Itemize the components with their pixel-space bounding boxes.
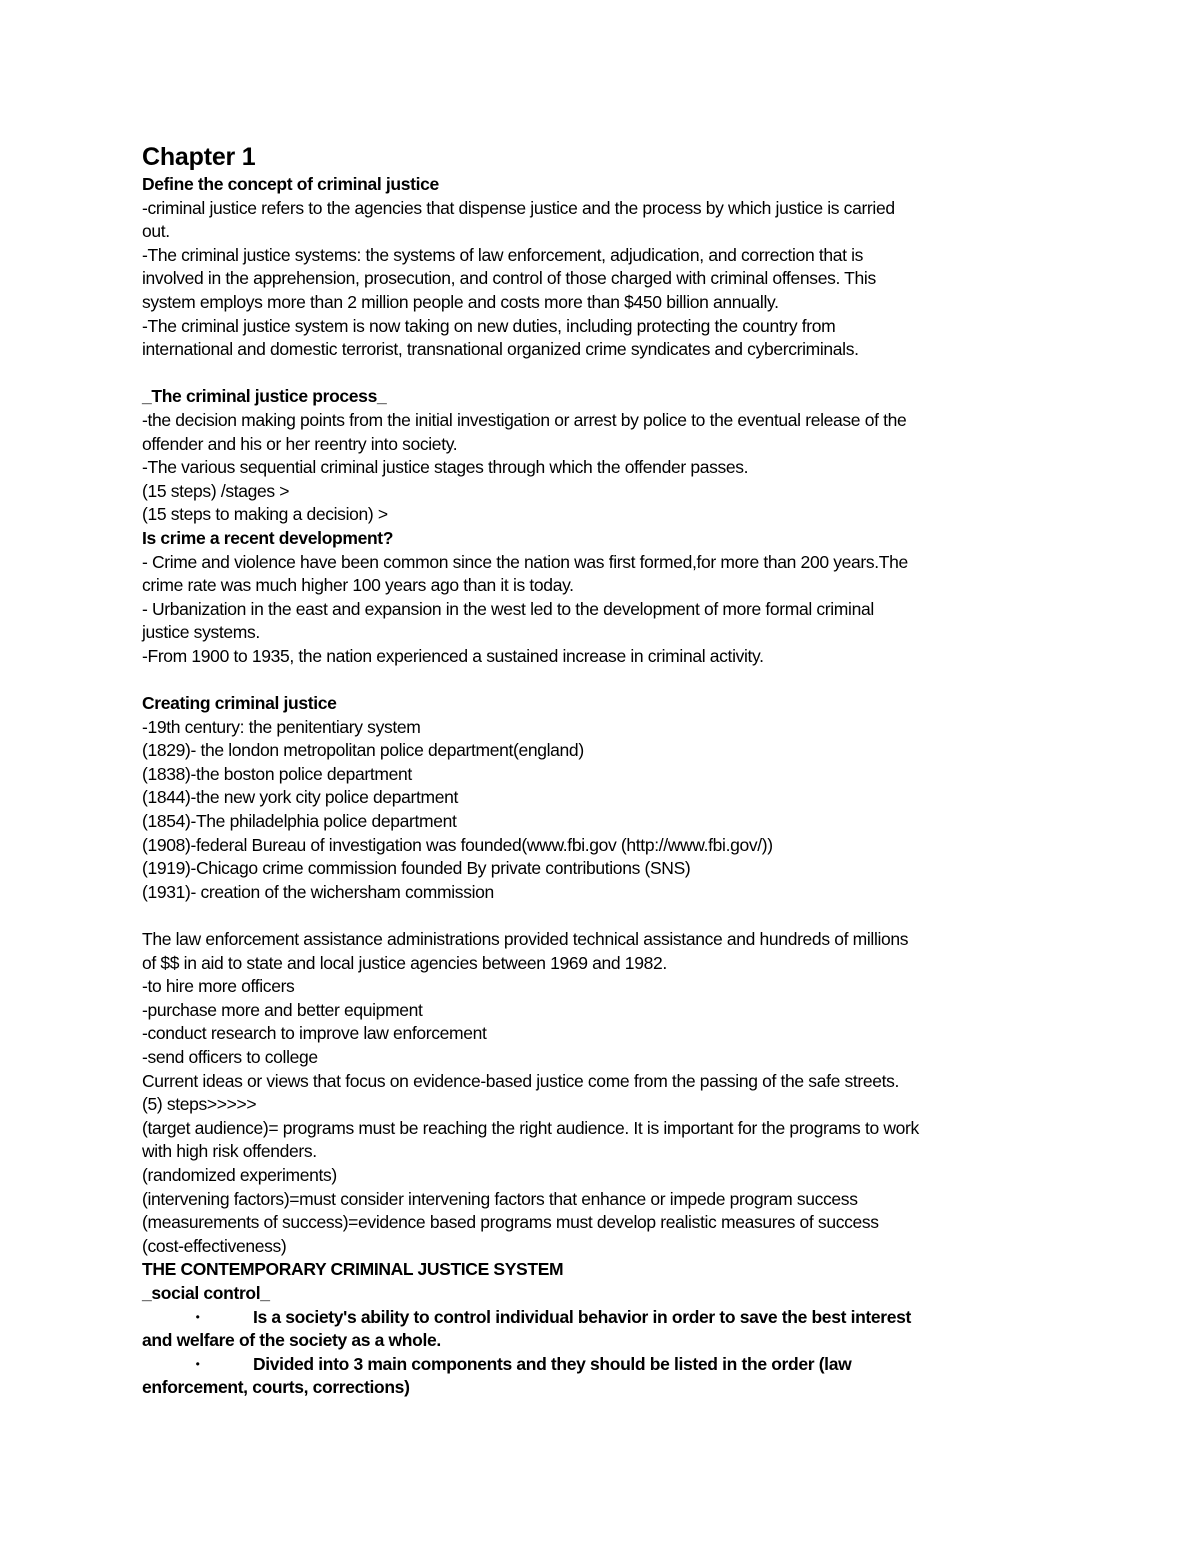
body-line: - Crime and violence have been common since the nation was first formed,for more than 200 years.The — [142, 551, 908, 572]
section-heading: Define the concept of criminal justice — [142, 174, 439, 194]
body-line: of $$ in aid to state and local justice agencies between 1969 and 1982. — [142, 952, 667, 973]
body-line: -The criminal justice system is now taking on new duties, including protecting the country from — [142, 315, 836, 336]
body-line: with high risk offenders. — [142, 1141, 317, 1162]
section-crime-recent-development — [142, 527, 1060, 669]
body-line: involved in the apprehension, prosecution, and control of those charged with criminal offenses. This — [142, 268, 876, 289]
section-define-criminal-justice — [142, 173, 1060, 362]
body-line: (intervening factors)=must consider intervening factors that enhance or impede program success — [142, 1188, 858, 1209]
bullet-icon: • — [195, 1356, 200, 1371]
body-line: (randomized experiments) — [142, 1164, 337, 1185]
body-line: -purchase more and better equipment — [142, 999, 423, 1020]
body-line: (15 steps to making a decision) > — [142, 504, 388, 525]
body-line: -From 1900 to 1935, the nation experienced a sustained increase in criminal activity. — [142, 645, 764, 666]
body-line: international and domestic terrorist, transnational organized crime syndicates and cybercriminals. — [142, 339, 859, 360]
chapter-title: Chapter 1 — [142, 143, 256, 171]
body-line: The law enforcement assistance administrations provided technical assistance and hundreds of millions — [142, 929, 909, 949]
body-line: (measurements of success)=evidence based programs must develop realistic measures of success — [142, 1212, 879, 1233]
body-line: offender and his or her reentry into society. — [142, 433, 458, 454]
body-line: justice systems. — [142, 622, 260, 643]
body-line: (1838)-the boston police department — [142, 763, 412, 784]
body-line: (5) steps>>>>> — [142, 1094, 257, 1115]
body-line: crime rate was much higher 100 years ago than it is today. — [142, 575, 574, 596]
body-line: (1829)- the london metropolitan police department(england) — [142, 740, 584, 761]
section-heading: Creating criminal justice — [142, 693, 337, 714]
bullet-text-continued: enforcement, courts, corrections) — [142, 1377, 410, 1398]
body-line: Current ideas or views that focus on evidence-based justice come from the passing of the safe streets. — [142, 1070, 900, 1091]
body-line: -criminal justice refers to the agencies that dispense justice and the process by which justice is carried — [142, 197, 895, 218]
body-line: -the decision making points from the initial investigation or arrest by police to the eventual release of the — [142, 409, 907, 430]
body-line: -to hire more officers — [142, 976, 295, 997]
section-heading: _The criminal justice process_ — [142, 386, 387, 407]
section-creating-criminal-justice — [142, 692, 1060, 904]
bullet-text: Divided into 3 main components and they should be listed in the order (law — [253, 1353, 852, 1374]
body-line: - Urbanization in the east and expansion in the west led to the development of more formal criminal — [142, 598, 874, 619]
blank-line — [142, 668, 1060, 692]
bullet-item — [142, 1306, 1060, 1353]
bullet-text: Is a society's ability to control individual behavior in order to save the best interest — [253, 1306, 911, 1327]
section-leaa — [142, 928, 1060, 1258]
bullet-icon: • — [195, 1309, 200, 1324]
body-line: (target audience)= programs must be reaching the right audience. It is important for the programs to work — [142, 1117, 919, 1138]
section-subheading: _social control_ — [142, 1282, 270, 1303]
body-line: -The various sequential criminal justice stages through which the offender passes. — [142, 457, 749, 478]
section-heading: Is crime a recent development? — [142, 527, 394, 548]
body-line: (15 steps) /stages > — [142, 480, 290, 501]
blank-line — [142, 904, 1060, 928]
body-line: (1931)- creation of the wichersham commission — [142, 881, 494, 902]
body-line: -conduct research to improve law enforcement — [142, 1023, 487, 1044]
body-line: (1919)-Chicago crime commission founded By private contributions (SNS) — [142, 858, 691, 879]
body-line: out. — [142, 221, 170, 242]
body-line: -send officers to college — [142, 1046, 318, 1067]
body-line: (cost-effectiveness) — [142, 1235, 287, 1256]
body-line: -19th century: the penitentiary system — [142, 716, 421, 737]
section-contemporary-system — [142, 1258, 1060, 1400]
body-line: (1854)-The philadelphia police department — [142, 811, 457, 832]
blank-line — [142, 362, 1060, 386]
body-line: (1844)-the new york city police department — [142, 787, 459, 808]
section-criminal-justice-process — [142, 385, 1060, 527]
bullet-text-continued: and welfare of the society as a whole. — [142, 1330, 441, 1351]
bullet-item — [142, 1353, 1060, 1400]
section-heading: THE CONTEMPORARY CRIMINAL JUSTICE SYSTEM — [142, 1259, 564, 1280]
body-line: (1908)-federal Bureau of investigation was founded(www.fbi.gov (http://www.fbi.gov/)) — [142, 834, 773, 855]
body-line: -The criminal justice systems: the systems of law enforcement, adjudication, and correction that is — [142, 244, 864, 265]
body-line: system employs more than 2 million people and costs more than $450 billion annually. — [142, 291, 779, 312]
